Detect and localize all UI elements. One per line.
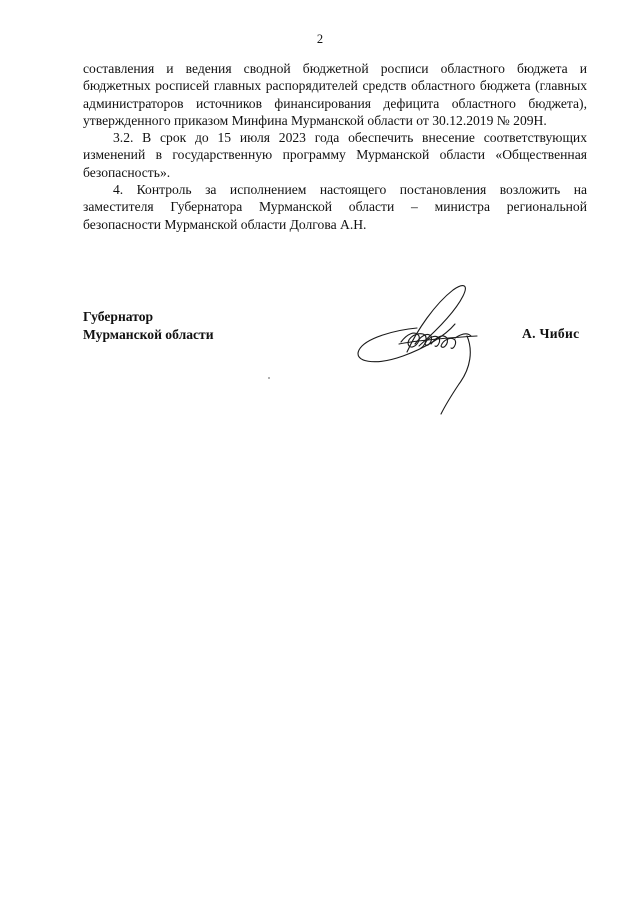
paragraph-3-2: 3.2. В срок до 15 июля 2023 года обеспечить внесение соответствующих изменений в государственную программу Мурманской области «Общественная безопасность». xyxy=(83,130,587,180)
page-number: 2 xyxy=(316,32,324,46)
scan-speck xyxy=(268,377,270,379)
document-body xyxy=(83,60,587,233)
paragraph-continuation: составления и ведения сводной бюджетной росписи областного бюджета и бюджетных росписей главных распорядителей средств областного бюджета (главных администраторов источников финансирования дефицита областного бюджета), утвержденного приказом Минфина Мурманской области от 30.12.2019 № 209Н. xyxy=(83,61,587,128)
signer-title-line-2: Мурманской области xyxy=(83,326,214,342)
handwritten-signature xyxy=(355,280,505,420)
signer-name: А. Чибис xyxy=(522,326,580,341)
signer-title xyxy=(83,308,214,343)
signer-title-line-1: Губернатор xyxy=(83,309,154,324)
paragraph-4: 4. Контроль за исполнением настоящего постановления возложить на заместителя Губернатора Мурманской области – министра региональной безопасности Мурманской области Долгова А.Н. xyxy=(83,182,587,232)
